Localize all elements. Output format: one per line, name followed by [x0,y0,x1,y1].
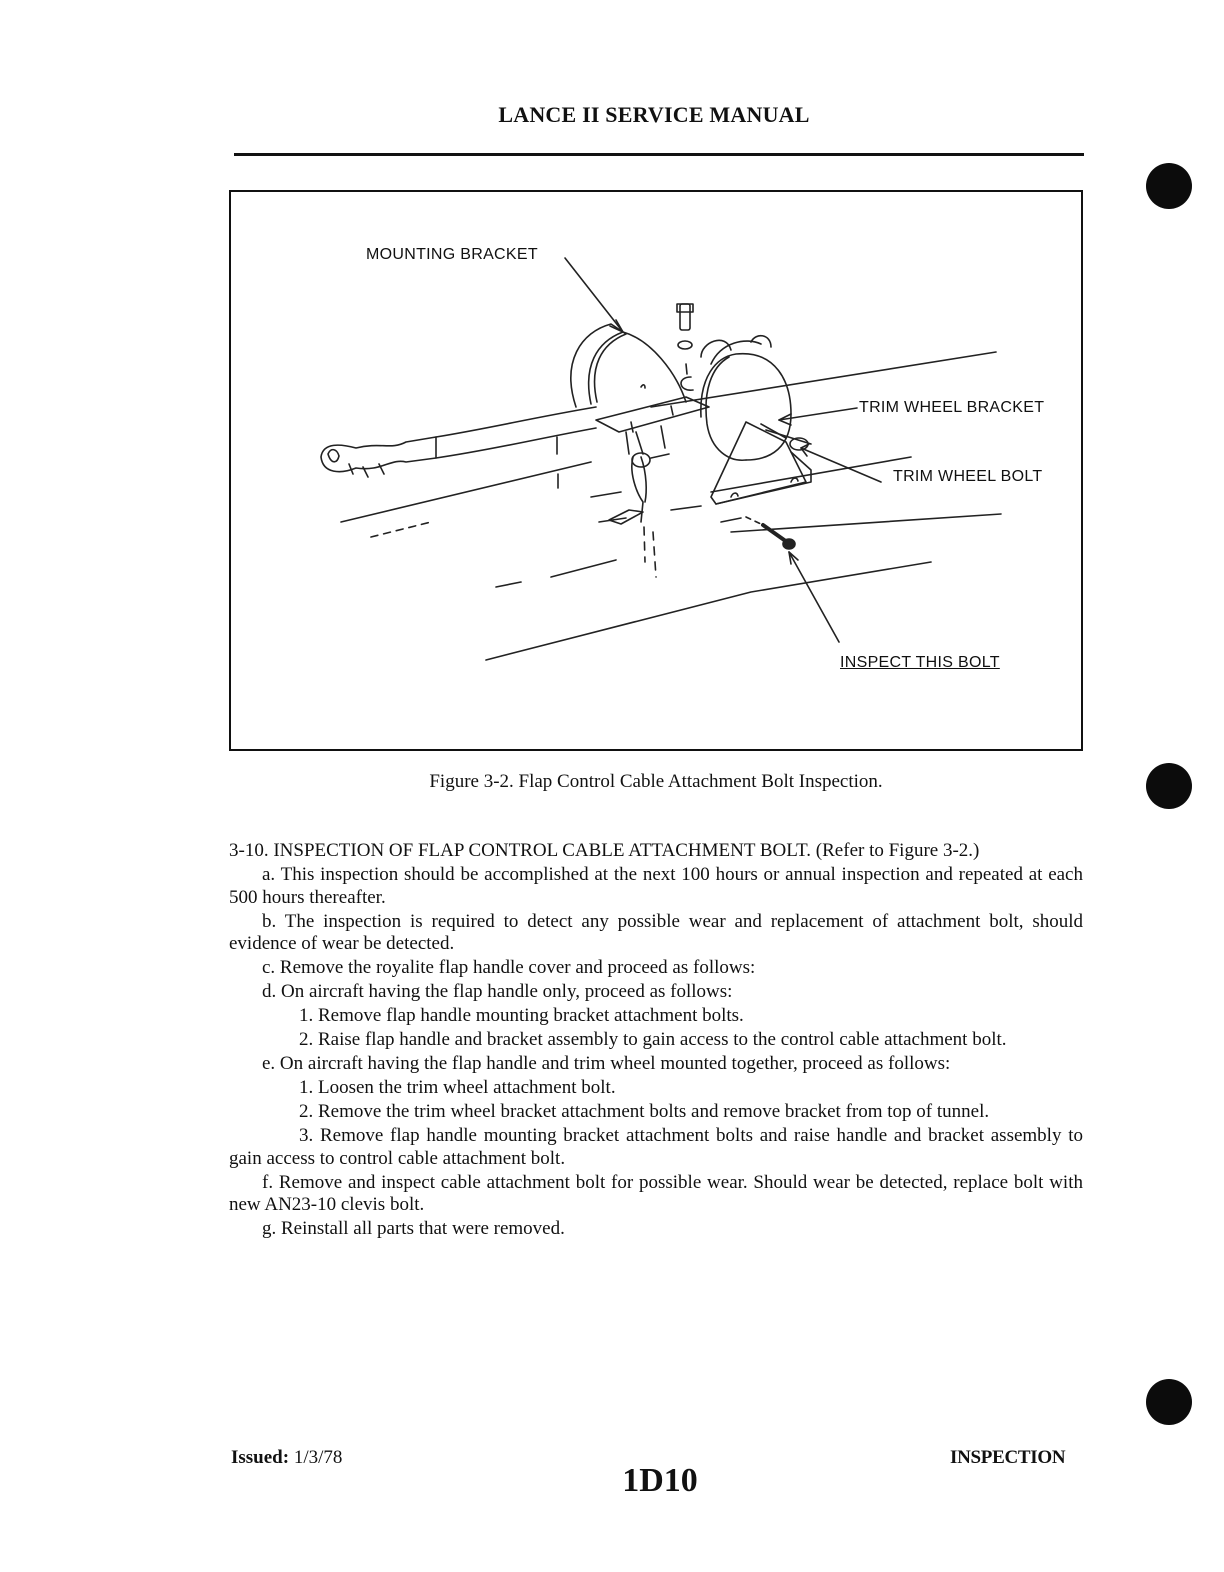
step-g: g. Reinstall all parts that were removed. [262,1218,565,1239]
section-heading: 3-10. INSPECTION OF FLAP CONTROL CABLE ATTACHMENT BOLT. (Refer to Figure 3-2.) [229,840,980,861]
trim-wheel-bracket-hole [731,493,738,497]
callout-trim-wheel-bolt: TRIM WHEEL BOLT [893,468,1043,485]
tunnel-edge-line [371,522,431,537]
figure-3-2 [229,190,1083,751]
step-e-2: 2. Remove the trim wheel bracket attachment bolts and remove bracket from top of tunnel. [299,1101,990,1122]
flap-handle-end [328,450,339,462]
footer-issued [231,1447,342,1469]
binder-punch-hole [1146,1379,1192,1425]
header-rule [234,153,1084,156]
leader-mounting-bracket [565,258,623,332]
callout-mounting-bracket: MOUNTING BRACKET [366,246,538,263]
issued-label: Issued: [231,1447,290,1468]
figure-caption: Figure 3-2. Flap Control Cable Attachment Bolt Inspection. [429,771,883,792]
mounting-bracket-quadrant [571,324,626,407]
tunnel-floor-line [496,582,521,587]
clevis-eye [632,453,650,467]
inspection-section [229,840,1083,1242]
cable-run-dashed [644,527,645,562]
binder-punch-hole [1146,763,1192,809]
leader-mounting-bracket-arrow [610,320,623,332]
tunnel-floor-line [591,492,621,497]
step-e-3: 3. Remove flap handle mounting bracket attachment bolts and raise handle and bracket assembly to gain access to control cable attachment bolt. [229,1125,1083,1169]
step-a: a. This inspection should be accomplished at the next 100 hours or annual inspection and repeated at each 500 hours thereafter. [229,864,1083,908]
trim-wheel-rim [711,341,761,364]
control-cable [641,457,646,502]
trim-wheel-support [686,364,687,374]
step-e-1: 1. Loosen the trim wheel attachment bolt. [299,1077,616,1098]
issued-date: 1/3/78 [293,1447,343,1468]
clevis-bolt [651,454,669,458]
callout-trim-wheel-bracket: TRIM WHEEL BRACKET [859,399,1045,416]
inspect-bolt-head [783,539,795,549]
leader-inspect-bolt-arrow [789,552,798,564]
trim-wheel-bracket [711,422,806,504]
binder-punch-hole [1146,163,1192,209]
page-number: 1D10 [622,1462,698,1499]
step-b: b. The inspection is required to detect any possible wear and replacement of attachment bolt, should evidence of wear be detected. [229,910,1083,954]
step-d: d. On aircraft having the flap handle only, proceed as follows: [262,981,733,1002]
floor-slot [609,510,643,524]
bracket-washer [678,341,692,349]
step-d-1: 1. Remove flap handle mounting bracket attachment bolts. [299,1005,744,1026]
mounting-bracket-base [631,422,633,432]
mounting-bracket-hole [641,385,645,388]
tunnel-floor-line [671,506,701,510]
step-c: c. Remove the royalite flap handle cover and proceed as follows: [262,957,756,978]
flap-handle-grooves [349,464,384,477]
step-f: f. Remove and inspect cable attachment bolt for possible wear. Should wear be detected, replace bolt with new AN23-10 clevis bolt. [229,1171,1083,1215]
step-e: e. On aircraft having the flap handle and trim wheel mounted together, proceed as follows: [262,1053,951,1074]
footer-chapter: INSPECTION [950,1447,1066,1468]
leader-inspect-bolt [789,552,839,642]
trim-wheel-bracket-hole [791,478,798,482]
trim-wheel-lobe [681,377,693,390]
trim-wheel-drum [706,357,746,460]
cable-run-dashed [653,532,656,577]
inspect-bolt-path [746,517,761,524]
page-header-title: LANCE II SERVICE MANUAL [498,102,810,127]
callout-inspect-this-bolt: INSPECT THIS BOLT [840,654,1000,671]
mounting-bracket-quadrant [589,332,686,404]
bracket-top-bolt [680,304,690,330]
inspect-bolt-part [763,525,787,542]
tunnel-edge-line [341,462,591,522]
step-d-2: 2. Raise flap handle and bracket assembly to gain access to the control cable attachment bolt. [299,1029,1007,1050]
mounting-bracket-base [596,397,709,432]
tunnel-edge-line [551,560,616,577]
tunnel-floor-line [721,518,741,522]
mounting-bracket-base [671,406,673,415]
